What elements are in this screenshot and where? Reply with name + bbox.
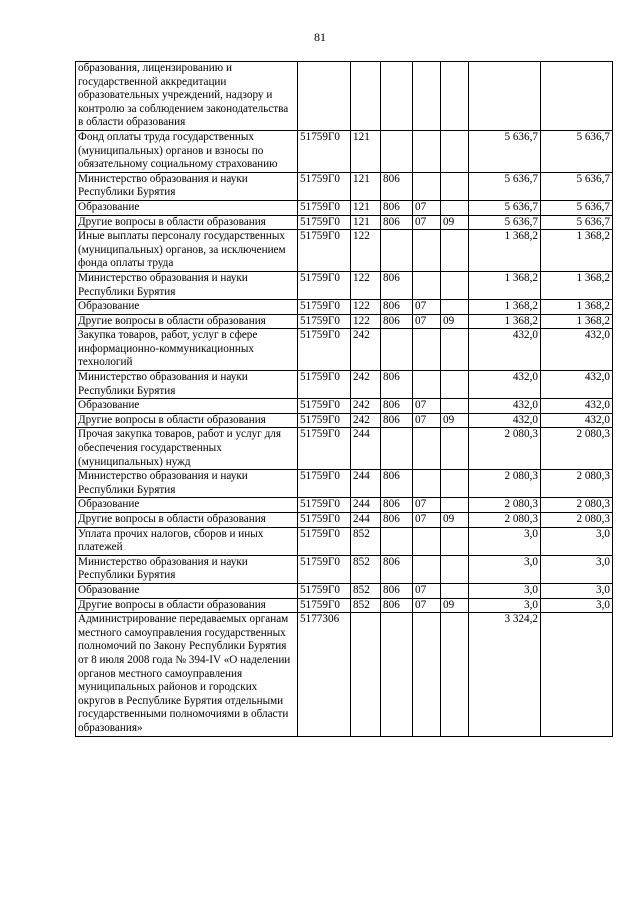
cell-name: Образование: [76, 498, 298, 513]
cell-code: 51759Г0: [298, 300, 351, 315]
cell-expense-type: 852: [351, 583, 381, 598]
cell-section: [413, 428, 441, 470]
cell-amount-1: 1 368,2: [469, 230, 541, 272]
cell-section: [413, 527, 441, 555]
cell-name: Министерство образования и науки Республики Бурятия: [76, 371, 298, 399]
table-row: [76, 215, 613, 230]
cell-section: 07: [413, 513, 441, 528]
cell-subsection: [441, 583, 469, 598]
cell-section: [413, 470, 441, 498]
table-row: [76, 413, 613, 428]
cell-amount-1: 5 636,7: [469, 215, 541, 230]
cell-code: 51759Г0: [298, 413, 351, 428]
cell-amount-1: 432,0: [469, 399, 541, 414]
cell-expense-type: 242: [351, 329, 381, 371]
cell-subsection: [441, 62, 469, 131]
cell-name: Фонд оплаты труда государственных (муниципальных) органов и взносы по обязательному социальному страхованию: [76, 130, 298, 172]
cell-amount-1: 5 636,7: [469, 130, 541, 172]
cell-name: Министерство образования и науки Республики Бурятия: [76, 470, 298, 498]
cell-section: [413, 62, 441, 131]
cell-amount-2: 2 080,3: [541, 513, 613, 528]
cell-amount-2: [541, 62, 613, 131]
cell-section: 07: [413, 200, 441, 215]
cell-ministry-code: 806: [381, 200, 413, 215]
page-number: 81: [314, 30, 326, 44]
cell-code: 51759Г0: [298, 271, 351, 299]
cell-subsection: [441, 555, 469, 583]
cell-ministry-code: 806: [381, 555, 413, 583]
cell-amount-2: 3,0: [541, 598, 613, 613]
cell-expense-type: 244: [351, 470, 381, 498]
cell-code: 5177306: [298, 613, 351, 736]
cell-name: Образование: [76, 583, 298, 598]
cell-subsection: 09: [441, 413, 469, 428]
cell-code: 51759Г0: [298, 428, 351, 470]
cell-code: 51759Г0: [298, 470, 351, 498]
cell-subsection: [441, 527, 469, 555]
cell-code: 51759Г0: [298, 371, 351, 399]
cell-expense-type: 122: [351, 271, 381, 299]
table-row: [76, 513, 613, 528]
cell-ministry-code: [381, 230, 413, 272]
cell-subsection: [441, 172, 469, 200]
cell-name: образования, лицензированию и государственной аккредитации образовательных учреждений, надзору и контролю за соблюдением законодательства в области образования: [76, 62, 298, 131]
cell-amount-1: 432,0: [469, 329, 541, 371]
cell-section: 07: [413, 300, 441, 315]
cell-amount-1: 3,0: [469, 598, 541, 613]
cell-code: 51759Г0: [298, 583, 351, 598]
cell-amount-1: 3,0: [469, 527, 541, 555]
cell-expense-type: 242: [351, 371, 381, 399]
cell-code: 51759Г0: [298, 215, 351, 230]
cell-expense-type: 852: [351, 598, 381, 613]
table-row: [76, 329, 613, 371]
table-row: [76, 498, 613, 513]
cell-subsection: 09: [441, 513, 469, 528]
table-row: [76, 598, 613, 613]
cell-section: [413, 271, 441, 299]
cell-amount-2: 1 368,2: [541, 230, 613, 272]
cell-ministry-code: [381, 62, 413, 131]
cell-subsection: [441, 428, 469, 470]
cell-expense-type: 852: [351, 555, 381, 583]
cell-ministry-code: 806: [381, 300, 413, 315]
cell-name: Министерство образования и науки Республики Бурятия: [76, 172, 298, 200]
cell-expense-type: 852: [351, 527, 381, 555]
table-row: [76, 583, 613, 598]
cell-name: Другие вопросы в области образования: [76, 598, 298, 613]
cell-name: Министерство образования и науки Республики Бурятия: [76, 555, 298, 583]
cell-expense-type: 242: [351, 399, 381, 414]
cell-amount-1: 2 080,3: [469, 498, 541, 513]
cell-amount-2: 2 080,3: [541, 470, 613, 498]
cell-expense-type: 121: [351, 130, 381, 172]
table-row: [76, 130, 613, 172]
cell-code: 51759Г0: [298, 329, 351, 371]
cell-ministry-code: 806: [381, 583, 413, 598]
cell-code: 51759Г0: [298, 513, 351, 528]
cell-amount-1: 3,0: [469, 555, 541, 583]
cell-amount-1: [469, 62, 541, 131]
cell-ministry-code: 806: [381, 498, 413, 513]
cell-amount-1: 1 368,2: [469, 300, 541, 315]
cell-ministry-code: 806: [381, 513, 413, 528]
cell-ministry-code: 806: [381, 598, 413, 613]
cell-amount-2: [541, 613, 613, 736]
cell-subsection: [441, 371, 469, 399]
cell-amount-1: 2 080,3: [469, 428, 541, 470]
cell-amount-2: 5 636,7: [541, 200, 613, 215]
cell-amount-2: 432,0: [541, 329, 613, 371]
cell-code: 51759Г0: [298, 527, 351, 555]
cell-ministry-code: [381, 613, 413, 736]
cell-expense-type: 244: [351, 428, 381, 470]
cell-section: 07: [413, 583, 441, 598]
cell-code: [298, 62, 351, 131]
cell-expense-type: [351, 613, 381, 736]
cell-expense-type: 242: [351, 413, 381, 428]
cell-ministry-code: [381, 428, 413, 470]
cell-name: Образование: [76, 300, 298, 315]
cell-amount-1: 5 636,7: [469, 172, 541, 200]
cell-name: Иные выплаты персоналу государственных (муниципальных) органов, за исключением фонда оплаты труда: [76, 230, 298, 272]
cell-expense-type: 122: [351, 314, 381, 329]
table-row: [76, 230, 613, 272]
cell-amount-1: 2 080,3: [469, 470, 541, 498]
cell-amount-2: 3,0: [541, 555, 613, 583]
cell-code: 51759Г0: [298, 555, 351, 583]
cell-amount-1: 3,0: [469, 583, 541, 598]
table-row: [76, 555, 613, 583]
table-row: [76, 62, 613, 131]
cell-amount-2: 5 636,7: [541, 172, 613, 200]
cell-ministry-code: 806: [381, 215, 413, 230]
cell-code: 51759Г0: [298, 314, 351, 329]
cell-amount-2: 5 636,7: [541, 130, 613, 172]
cell-section: 07: [413, 399, 441, 414]
cell-amount-2: 1 368,2: [541, 300, 613, 315]
cell-amount-2: 3,0: [541, 527, 613, 555]
cell-expense-type: 121: [351, 172, 381, 200]
cell-name: Прочая закупка товаров, работ и услуг для обеспечения государственных (муниципальных) нужд: [76, 428, 298, 470]
cell-subsection: [441, 329, 469, 371]
table-row: [76, 527, 613, 555]
cell-name: Другие вопросы в области образования: [76, 513, 298, 528]
cell-amount-1: 5 636,7: [469, 200, 541, 215]
table-row: [76, 399, 613, 414]
cell-code: 51759Г0: [298, 172, 351, 200]
cell-name: Образование: [76, 399, 298, 414]
cell-amount-1: 432,0: [469, 371, 541, 399]
cell-amount-2: 2 080,3: [541, 498, 613, 513]
cell-section: 07: [413, 413, 441, 428]
cell-name: Закупка товаров, работ, услуг в сфере информационно-коммуникационных технологий: [76, 329, 298, 371]
cell-code: 51759Г0: [298, 598, 351, 613]
table-row: [76, 371, 613, 399]
table-row: [76, 428, 613, 470]
cell-expense-type: 121: [351, 215, 381, 230]
cell-name: Администрирование передаваемых органам местного самоуправления государственных полномочий по Закону Республики Бурятия от 8 июля 2008 года № 394-IV «О наделении органов местного самоуправления муниципальных районов и городских округов в Республике Бурятия отдельными государственными полномочиями в области образования»: [76, 613, 298, 736]
cell-ministry-code: 806: [381, 399, 413, 414]
cell-subsection: [441, 230, 469, 272]
cell-subsection: [441, 613, 469, 736]
cell-subsection: [441, 271, 469, 299]
cell-subsection: [441, 130, 469, 172]
cell-code: 51759Г0: [298, 230, 351, 272]
table-row: [76, 470, 613, 498]
table-row: [76, 300, 613, 315]
cell-amount-2: 1 368,2: [541, 271, 613, 299]
cell-amount-2: 3,0: [541, 583, 613, 598]
cell-name: Другие вопросы в области образования: [76, 215, 298, 230]
cell-amount-1: 2 080,3: [469, 513, 541, 528]
cell-section: [413, 613, 441, 736]
cell-subsection: [441, 200, 469, 215]
table-row: [76, 200, 613, 215]
cell-ministry-code: [381, 329, 413, 371]
table-row: [76, 271, 613, 299]
cell-code: 51759Г0: [298, 399, 351, 414]
table-row: [76, 314, 613, 329]
cell-ministry-code: 806: [381, 314, 413, 329]
cell-subsection: 09: [441, 215, 469, 230]
cell-ministry-code: [381, 527, 413, 555]
cell-section: 07: [413, 598, 441, 613]
cell-code: 51759Г0: [298, 200, 351, 215]
cell-amount-2: 2 080,3: [541, 428, 613, 470]
cell-section: [413, 130, 441, 172]
cell-subsection: [441, 399, 469, 414]
cell-name: Уплата прочих налогов, сборов и иных платежей: [76, 527, 298, 555]
cell-name: Другие вопросы в области образования: [76, 314, 298, 329]
cell-ministry-code: 806: [381, 271, 413, 299]
cell-expense-type: 121: [351, 200, 381, 215]
cell-section: [413, 371, 441, 399]
cell-expense-type: 122: [351, 300, 381, 315]
cell-section: 07: [413, 314, 441, 329]
cell-section: 07: [413, 498, 441, 513]
cell-amount-1: 432,0: [469, 413, 541, 428]
cell-section: 07: [413, 215, 441, 230]
table-row: [76, 172, 613, 200]
cell-subsection: [441, 498, 469, 513]
cell-amount-2: 432,0: [541, 413, 613, 428]
cell-amount-2: 5 636,7: [541, 215, 613, 230]
budget-table: [75, 61, 613, 737]
cell-amount-2: 432,0: [541, 371, 613, 399]
cell-amount-1: 1 368,2: [469, 271, 541, 299]
cell-amount-2: 1 368,2: [541, 314, 613, 329]
cell-section: [413, 172, 441, 200]
cell-section: [413, 230, 441, 272]
cell-code: 51759Г0: [298, 130, 351, 172]
cell-subsection: 09: [441, 598, 469, 613]
cell-name: Образование: [76, 200, 298, 215]
cell-expense-type: 122: [351, 230, 381, 272]
cell-ministry-code: [381, 130, 413, 172]
cell-section: [413, 329, 441, 371]
cell-name: Другие вопросы в области образования: [76, 413, 298, 428]
cell-expense-type: 244: [351, 498, 381, 513]
cell-subsection: 09: [441, 314, 469, 329]
cell-section: [413, 555, 441, 583]
cell-name: Министерство образования и науки Республики Бурятия: [76, 271, 298, 299]
cell-code: 51759Г0: [298, 498, 351, 513]
cell-ministry-code: 806: [381, 371, 413, 399]
cell-expense-type: 244: [351, 513, 381, 528]
cell-amount-2: 432,0: [541, 399, 613, 414]
cell-subsection: [441, 470, 469, 498]
cell-ministry-code: 806: [381, 470, 413, 498]
table-row: [76, 613, 613, 736]
cell-amount-1: 3 324,2: [469, 613, 541, 736]
cell-expense-type: [351, 62, 381, 131]
cell-amount-1: 1 368,2: [469, 314, 541, 329]
cell-subsection: [441, 300, 469, 315]
cell-ministry-code: 806: [381, 172, 413, 200]
cell-ministry-code: 806: [381, 413, 413, 428]
